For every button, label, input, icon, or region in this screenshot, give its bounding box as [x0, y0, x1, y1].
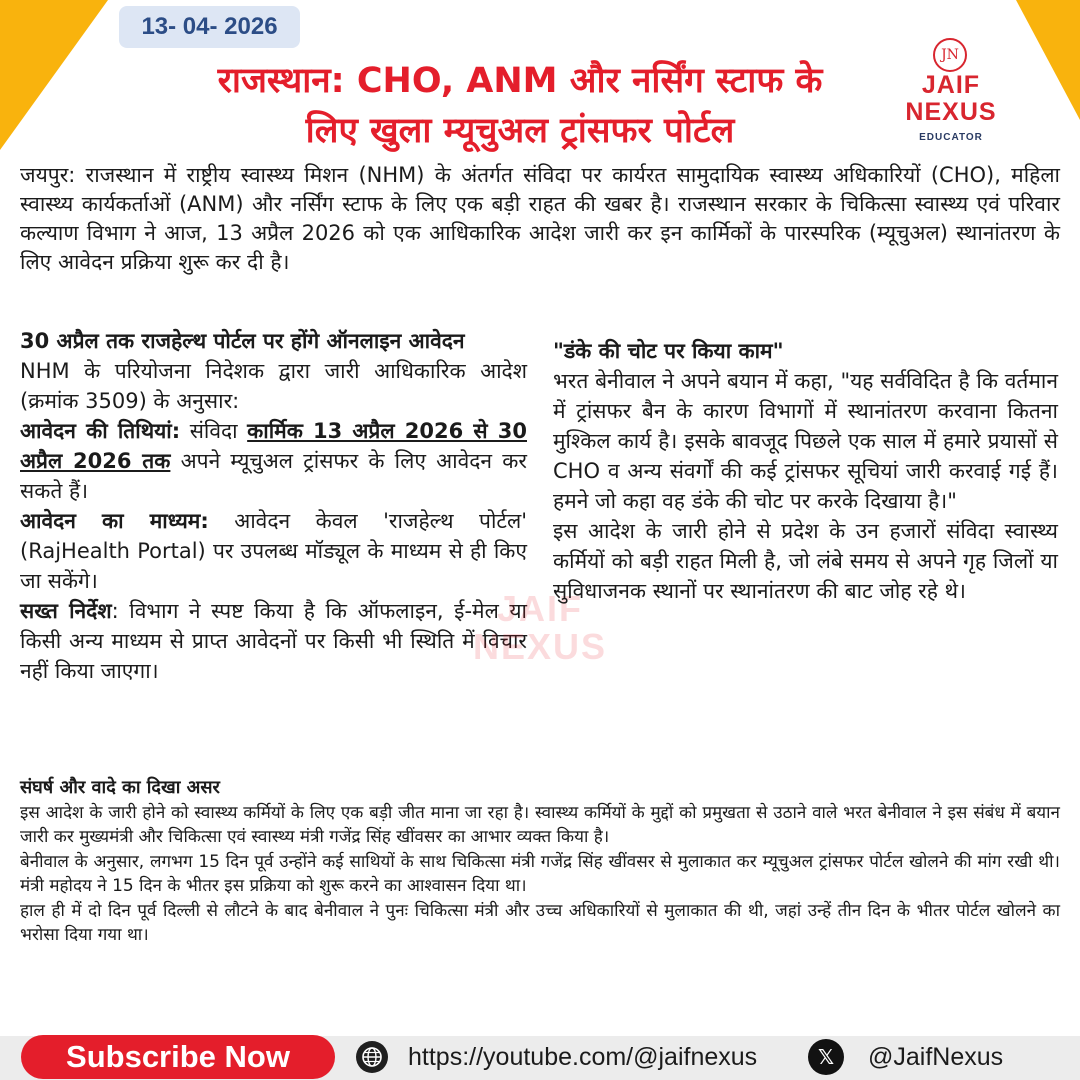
application-medium-label: आवेदन का माध्यम: — [20, 509, 209, 533]
application-medium-item — [20, 506, 527, 596]
strict-instruction-item — [20, 596, 527, 686]
struggle-section — [20, 776, 1060, 948]
x-handle-link[interactable]: @JaifNexus — [868, 1043, 1004, 1071]
application-dates-range: कार्मिक 13 अप्रैल 2026 से 30 अप्रैल 2026 तक — [20, 419, 527, 473]
youtube-link[interactable]: https://youtube.com/@jaifnexus — [408, 1043, 758, 1071]
strict-instruction-text: : विभाग ने स्पष्ट किया है कि ऑफलाइन, ई-मेल या किसी अन्य माध्यम से प्राप्त आवेदनों पर किसी भी स्थिति में विचार नहीं किया जाएगा। — [20, 599, 527, 683]
application-dates-post: अपने म्यूचुअल ट्रांसफर के लिए आवेदन कर सकते हैं। — [20, 449, 527, 503]
page-title-line-1: राजस्थान: CHO, ANM और नर्सिंग स्टाफ के — [217, 61, 823, 101]
watermark-line-2: NEXUS — [472, 626, 608, 667]
struggle-paragraph-2: बेनीवाल के अनुसार, लगभग 15 दिन पूर्व उन्होंने कई साथियों के साथ चिकित्सा मंत्री गजेंद्र सिंह खींवसर से मुलाकात कर म्यूचुअल ट्रांसफर पोर्टल खोलने की मांग रखी थी। मंत्री महोदय ने 15 दिन के भीतर इस प्रक्रिया को शुरू करने का आश्वासन दिया था। — [20, 851, 1060, 896]
statement-paragraph: भरत बेनीवाल ने अपने बयान में कहा, "यह सर्वविदित है कि वर्तमान में ट्रांसफर बैन के कारण विभागों में स्थानांतरण करवाना कितना मुश्किल कार्य है। इसके बावजूद पिछले एक साल में हमारे प्रयासों से CHO व अन्य संवर्गों की कई ट्रांसफर सूचियां जारी करवाई गई हैं। हमने जो कहा वह डंके की चोट पर करके दिखाया है।" — [553, 369, 1058, 513]
strict-instruction-label: सख्त निर्देश — [20, 599, 112, 623]
jaif-nexus-logo — [896, 38, 1016, 154]
right-section-heading: "डंके की चोट पर किया काम" — [553, 339, 784, 363]
watermark-line-1: JAIF — [496, 588, 583, 629]
logo-monogram: JN — [933, 38, 967, 72]
struggle-paragraph-1: इस आदेश के जारी होने को स्वास्थ्य कर्मियों के लिए एक बड़ी जीत माना जा रहा है। स्वास्थ्य कर्मियों के मुद्दों को प्रमुखता से उठाने वाले भरत बेनीवाल ने इस संबंध में बयान जारी कर मुख्यमंत्री और चिकित्सा एवं स्वास्थ्य मंत्री गजेंद्र सिंह खींवसर का आभार व्यक्त किया है। — [20, 802, 1060, 847]
application-dates-pre: संविदा — [189, 419, 238, 443]
application-dates-label: आवेदन की तिथियां: — [20, 419, 181, 443]
order-reference-text: NHM के परियोजना निदेशक द्वारा जारी आधिकारिक आदेश (क्रमांक 3509) के अनुसार: — [20, 359, 527, 413]
x-logo-icon: 𝕏 — [808, 1039, 844, 1075]
application-medium-text: आवेदन केवल 'राजहेल्थ पोर्टल' (RajHealth Portal) पर उपलब्ध मॉड्यूल के माध्यम से ही किए जा सकेंगे। — [20, 509, 527, 593]
right-column — [553, 336, 1058, 606]
struggle-paragraph-3: हाल ही में दो दिन पूर्व दिल्ली से लौटने के बाद बेनीवाल ने पुनः चिकित्सा मंत्री और उच्च अधिकारियों से मुलाकात की थी, जहां उन्हें तीन दिन के भीतर पोर्टल खोलने का भरोसा दिया गया था। — [20, 900, 1060, 945]
corner-decoration-top-right — [1016, 0, 1080, 120]
intro-paragraph: जयपुर: राजस्थान में राष्ट्रीय स्वास्थ्य मिशन (NHM) के अंतर्गत संविदा पर कार्यरत सामुदायिक स्वास्थ्य अधिकारियों (CHO), महिला स्वास्थ्य कार्यकर्ताओं (ANM) और नर्सिंग स्टाफ के लिए एक बड़ी राहत की खबर है। राजस्थान सरकार के चिकित्सा स्वास्थ्य एवं परिवार कल्याण विभाग ने आज, 13 अप्रैल 2026 को एक आधिकारिक आदेश जारी कर इन कार्मिकों के पारस्परिक (म्यूचुअल) स्थानांतरण के लिए आवेदन प्रक्रिया शुरू कर दी है। — [20, 163, 1060, 274]
logo-tagline: EDUCATOR — [919, 132, 983, 143]
globe-icon — [356, 1041, 388, 1073]
relief-paragraph: इस आदेश के जारी होने से प्रदेश के उन हजारों संविदा स्वास्थ्य कर्मियों को बड़ी राहत मिली है, जो लंबे समय से अपने गृह जिलों या सुविधाजनक स्थानों पर स्थानांतरण की बाट जोह रहे थे। — [553, 519, 1058, 603]
logo-text-jaif: JAIF — [921, 71, 981, 99]
page-title — [150, 56, 890, 156]
left-column — [20, 327, 527, 686]
left-section-heading: 30 अप्रैल तक राजहेल्थ पोर्टल पर होंगे ऑनलाइन आवेदन — [20, 329, 465, 353]
struggle-section-heading: संघर्ष और वादे का दिखा असर — [20, 777, 220, 798]
page-title-line-2: लिए खुला म्यूचुअल ट्रांसफर पोर्टल — [305, 111, 735, 151]
logo-text-nexus: NEXUS — [905, 98, 997, 126]
corner-decoration-top-left — [0, 0, 108, 150]
subscribe-button[interactable]: Subscribe Now — [21, 1035, 335, 1079]
date-badge: 13- 04- 2026 — [119, 6, 300, 48]
application-dates-item — [20, 416, 527, 506]
